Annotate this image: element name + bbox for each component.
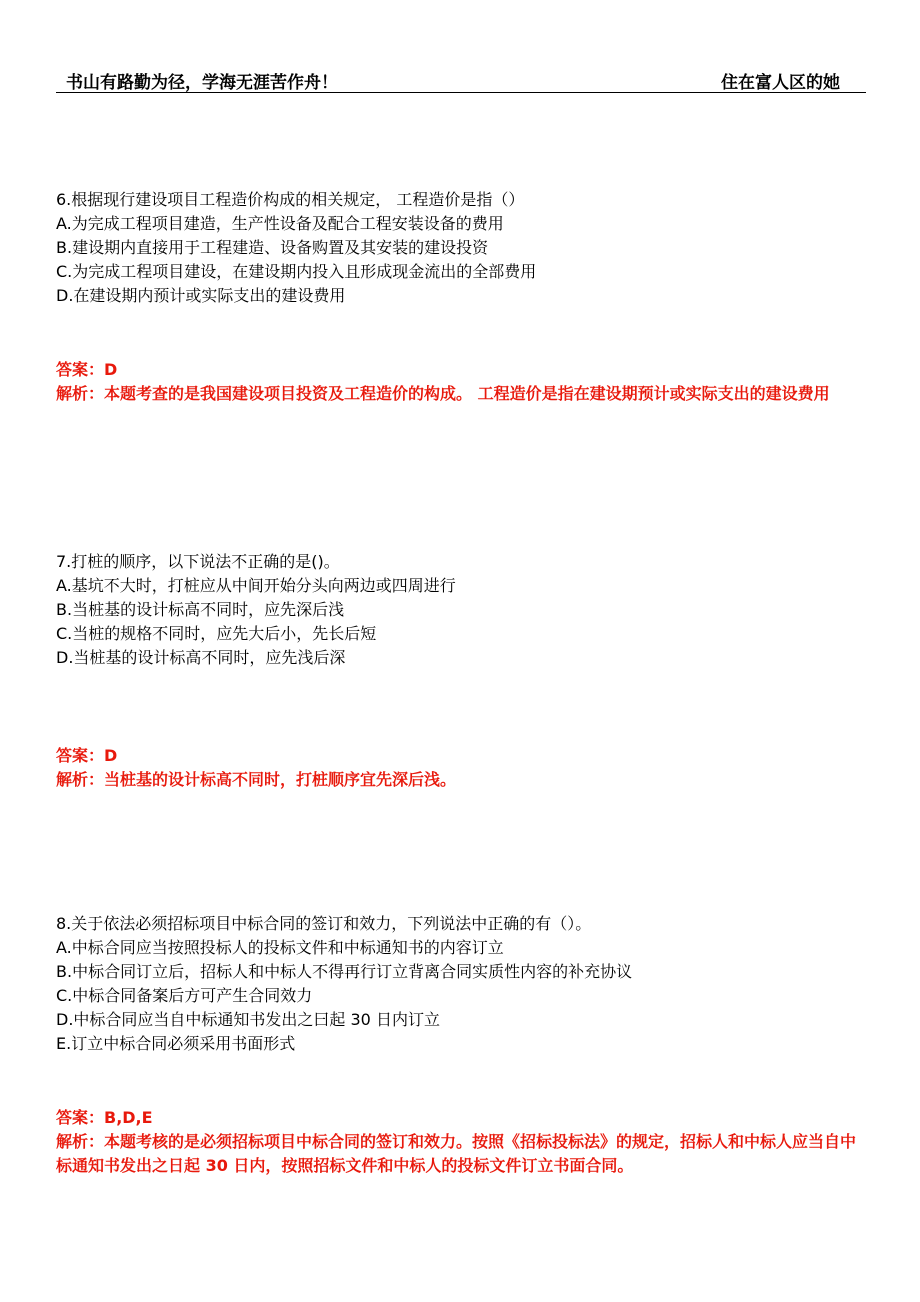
answer-text: 答案：D [56,746,118,765]
answer-6 [56,358,868,406]
answer-text: 答案：B,D,E [56,1108,153,1127]
option-a: A.为完成工程项目建造，生产性设备及配合工程安装设备的费用 [56,214,504,233]
question-7 [56,550,868,670]
question-stem: 6.根据现行建设项目工程造价构成的相关规定， 工程造价是指（） [56,190,525,209]
question-stem: 7.打桩的顺序，以下说法不正确的是()。 [56,552,340,571]
option-c: C.为完成工程项目建设，在建设期内投入且形成现金流出的全部费用 [56,262,537,281]
question-stem: 8.关于依法必须招标项目中标合同的签订和效力，下列说法中正确的有（）。 [56,914,592,933]
answer-8 [56,1106,868,1178]
explanation-text: 解析：本题考查的是我国建设项目投资及工程造价的构成。 工程造价是指在建设期预计或实际支出的建设费用 [56,384,830,403]
header-motto: 书山有路勤为径，学海无涯苦作舟！ [66,73,338,93]
option-d: D.在建设期内预计或实际支出的建设费用 [56,286,346,305]
option-a: A.中标合同应当按照投标人的投标文件和中标通知书的内容订立 [56,938,504,957]
answer-7 [56,744,868,792]
option-d: D.当桩基的设计标高不同时，应先浅后深 [56,648,346,667]
option-b: B.建设期内直接用于工程建造、设备购置及其安装的建设投资 [56,238,489,257]
page-header [56,62,866,93]
option-c: C.中标合同备案后方可产生合同效力 [56,986,313,1005]
option-b: B.中标合同订立后，招标人和中标人不得再行订立背离合同实质性内容的补充协议 [56,962,633,981]
question-8 [56,912,868,1056]
option-b: B.当桩基的设计标高不同时，应先深后浅 [56,600,345,619]
answer-text: 答案：D [56,360,118,379]
option-e: E.订立中标合同必须采用书面形式 [56,1034,296,1053]
explanation-text: 解析：本题考核的是必须招标项目中标合同的签订和效力。按照《招标投标法》的规定，招标人和中标人应当自中标通知书发出之日起 30 日内，按照招标文件和中标人的投标文件订立书面合同。 [56,1132,857,1175]
option-c: C.当桩的规格不同时，应先大后小，先长后短 [56,624,377,643]
explanation-text: 解析：当桩基的设计标高不同时，打桩顺序宜先深后浅。 [56,770,457,789]
option-d: D.中标合同应当自中标通知书发出之曰起 30 日内订立 [56,1010,440,1029]
header-author: 住在富人区的她 [721,73,840,93]
option-a: A.基坑不大时，打桩应从中间开始分头向两边或四周进行 [56,576,456,595]
question-6 [56,188,868,308]
